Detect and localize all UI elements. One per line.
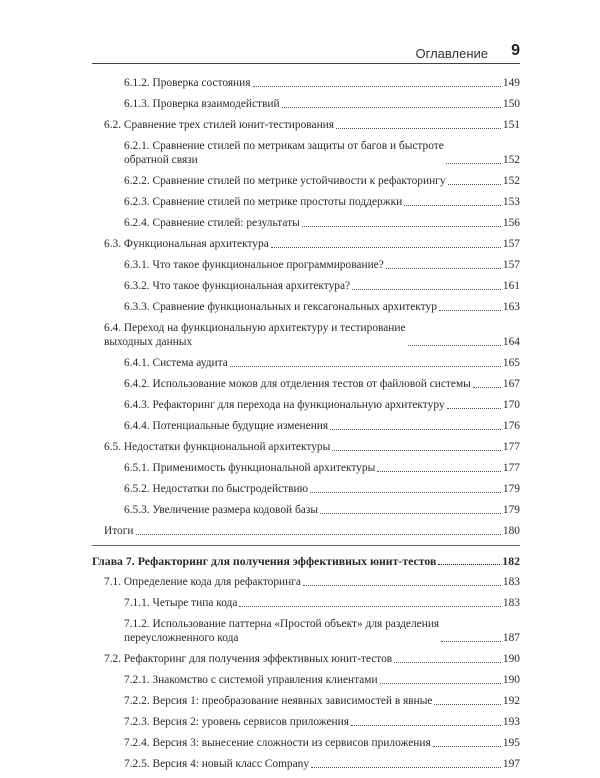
toc-leader	[380, 683, 501, 684]
toc-entry[interactable]	[92, 258, 520, 272]
toc-leader	[332, 450, 501, 451]
toc-entry-page: 165	[502, 357, 520, 369]
toc-entry-title: 7.2.5. Версия 4: новый класс Company	[124, 758, 310, 770]
toc-entry-page: 190	[502, 674, 520, 686]
toc-entry-page: 163	[502, 301, 520, 313]
toc-entry-title: 6.4.2. Использование моков для отделения тестов от файловой системы	[124, 378, 471, 390]
toc-entry-title: 6.2.2. Сравнение стилей по метрике устойчивости к рефакторингу	[124, 175, 446, 187]
toc-entry[interactable]	[92, 524, 520, 538]
toc-leader	[282, 107, 501, 108]
toc-entry[interactable]	[92, 440, 520, 454]
toc-entry-page: 176	[502, 420, 520, 432]
toc-entry[interactable]	[92, 694, 520, 708]
toc-entry-title: Глава 7. Рефакторинг для получения эффективных юнит-тестов	[92, 554, 437, 568]
toc-leader	[320, 513, 501, 514]
toc-leader	[377, 471, 501, 472]
toc-leader	[303, 585, 501, 586]
toc-entry-title: 6.5.2. Недостатки по быстродействию	[124, 483, 309, 495]
toc-entry-title: 6.2. Сравнение трех стилей юнит-тестирования	[104, 119, 335, 131]
toc-chapter-entry[interactable]	[92, 554, 520, 568]
table-of-contents	[92, 76, 520, 778]
toc-leader	[271, 247, 501, 248]
toc-entry[interactable]	[92, 715, 520, 729]
toc-leader	[439, 310, 501, 311]
toc-leader	[404, 205, 501, 206]
toc-entry[interactable]	[92, 503, 520, 517]
toc-entry[interactable]	[92, 237, 520, 251]
toc-entry-title: 6.2.3. Сравнение стилей по метрике простоты поддержки	[124, 196, 403, 208]
toc-entry-page: 149	[502, 77, 520, 89]
toc-entry-title: 7.2.1. Знакомство с системой управления клиентами	[124, 674, 378, 686]
toc-entry-title: 6.3.3. Сравнение функциональных и гексагональных архитектур	[124, 301, 437, 313]
toc-entry-title: 6.3. Функциональная архитектура	[104, 238, 269, 250]
toc-entry[interactable]	[92, 482, 520, 496]
toc-entry-title: 6.1.2. Проверка состояния	[124, 77, 251, 89]
toc-entry-title: 6.2.1. Сравнение стилей по метрикам защиты от багов и быстроте обратной связи	[124, 140, 444, 166]
toc-entry-title: 7.2.3. Версия 2: уровень сервисов приложения	[124, 716, 349, 728]
toc-leader	[230, 366, 501, 367]
toc-entry-page: 177	[502, 462, 520, 474]
toc-leader	[438, 564, 500, 565]
toc-entry[interactable]	[92, 461, 520, 475]
toc-entry-page: 177	[502, 441, 520, 453]
toc-group-chapter-7	[92, 575, 520, 771]
toc-entry-title: 6.5.1. Применимость функциональной архитектуры	[124, 462, 376, 474]
toc-entry[interactable]	[92, 736, 520, 750]
toc-entry-title: 6.4. Переход на функциональную архитектуру и тестирование выходных данных	[104, 322, 406, 348]
toc-entry-title: 7.2. Рефакторинг для получения эффективных юнит-тестов	[104, 653, 393, 665]
toc-leader	[448, 184, 501, 185]
toc-entry[interactable]	[92, 652, 520, 666]
toc-leader	[386, 268, 501, 269]
toc-leader	[408, 345, 501, 346]
toc-entry-page: 157	[502, 238, 520, 250]
toc-entry[interactable]	[92, 356, 520, 370]
toc-leader	[330, 429, 501, 430]
toc-leader	[136, 534, 501, 535]
toc-entry-title: 7.1.2. Использование паттерна «Простой объект» для разделения переусложненного кода	[124, 618, 440, 644]
toc-entry[interactable]	[92, 76, 520, 90]
toc-entry-title: 6.4.1. Система аудита	[124, 357, 228, 369]
toc-entry-page: 190	[502, 653, 520, 665]
toc-leader	[310, 492, 501, 493]
toc-leader	[434, 704, 500, 705]
toc-entry-title: 7.1.1. Четыре типа кода	[124, 597, 238, 609]
toc-entry-page: 157	[502, 259, 520, 271]
header-page-number: 9	[511, 42, 520, 59]
toc-leader	[352, 289, 501, 290]
toc-entry[interactable]	[92, 596, 520, 610]
toc-entry-page: 161	[502, 280, 520, 292]
toc-entry-title: 7.2.2. Версия 1: преобразование неявных зависимостей в явные	[124, 695, 433, 707]
toc-entry[interactable]	[92, 139, 520, 167]
toc-leader	[433, 746, 501, 747]
toc-entry[interactable]	[92, 216, 520, 230]
toc-entry-page: 183	[502, 597, 520, 609]
page-header	[92, 42, 520, 64]
toc-leader	[447, 408, 501, 409]
toc-entry-page: 180	[502, 525, 520, 537]
toc-entry[interactable]	[92, 118, 520, 132]
toc-group-chapter-6	[92, 76, 520, 538]
toc-entry[interactable]	[92, 97, 520, 111]
toc-entry[interactable]	[92, 300, 520, 314]
toc-entry-page: 151	[502, 119, 520, 131]
toc-leader	[253, 86, 501, 87]
toc-leader	[446, 163, 501, 164]
toc-leader	[239, 606, 500, 607]
toc-entry[interactable]	[92, 419, 520, 433]
toc-entry-page: 152	[502, 175, 520, 187]
toc-entry-title: 6.3.2. Что такое функциональная архитектура?	[124, 280, 351, 292]
toc-leader	[351, 725, 501, 726]
toc-entry-page: 156	[502, 217, 520, 229]
toc-entry[interactable]	[92, 174, 520, 188]
toc-entry-title: 6.5.3. Увеличение размера кодовой базы	[124, 504, 318, 516]
toc-entry-page: 187	[502, 632, 520, 644]
toc-entry-page: 179	[502, 504, 520, 516]
toc-entry[interactable]	[92, 617, 520, 645]
toc-entry-title: 6.4.4. Потенциальные будущие изменения	[124, 420, 329, 432]
toc-entry-title: 6.3.1. Что такое функциональное программирование?	[124, 259, 384, 271]
toc-entry[interactable]	[92, 673, 520, 687]
toc-entry-page: 153	[502, 196, 520, 208]
toc-leader	[311, 767, 501, 768]
toc-leader	[336, 128, 501, 129]
toc-entry[interactable]	[92, 195, 520, 209]
toc-entry[interactable]	[92, 279, 520, 293]
toc-entry-title: Итоги	[104, 525, 134, 537]
toc-entry-page: 182	[502, 554, 520, 568]
toc-entry-page: 170	[502, 399, 520, 411]
toc-entry-page: 193	[502, 716, 520, 728]
toc-leader	[441, 641, 501, 642]
toc-entry-page: 183	[502, 576, 520, 588]
toc-entry-title: 6.4.3. Рефакторинг для перехода на функциональную архитектуру	[124, 399, 445, 411]
toc-entry-title: 7.1. Определение кода для рефакторинга	[104, 576, 301, 588]
toc-entry[interactable]	[92, 575, 520, 589]
header-title: Оглавление	[415, 46, 488, 61]
toc-entry[interactable]	[92, 757, 520, 771]
toc-entry-page: 167	[502, 378, 520, 390]
toc-leader	[473, 387, 501, 388]
toc-entry[interactable]	[92, 321, 520, 349]
toc-entry-page: 164	[502, 336, 520, 348]
toc-entry[interactable]	[92, 377, 520, 391]
toc-entry-title: 7.2.4. Версия 3: вынесение сложности из сервисов приложения	[124, 737, 431, 749]
toc-entry-title: 6.2.4. Сравнение стилей: результаты	[124, 217, 300, 229]
toc-entry-page: 195	[502, 737, 520, 749]
toc-entry-title: 6.1.3. Проверка взаимодействий	[124, 98, 280, 110]
toc-entry-page: 152	[502, 154, 520, 166]
toc-leader	[302, 226, 501, 227]
toc-entry-page: 179	[502, 483, 520, 495]
toc-entry[interactable]	[92, 398, 520, 412]
toc-entry-page: 197	[502, 758, 520, 770]
toc-entry-title: 6.5. Недостатки функциональной архитектуры	[104, 441, 331, 453]
chapter-divider	[92, 545, 520, 546]
toc-entry-page: 192	[502, 695, 520, 707]
toc-leader	[394, 662, 501, 663]
header-rule	[92, 63, 520, 64]
toc-entry-page: 150	[502, 98, 520, 110]
